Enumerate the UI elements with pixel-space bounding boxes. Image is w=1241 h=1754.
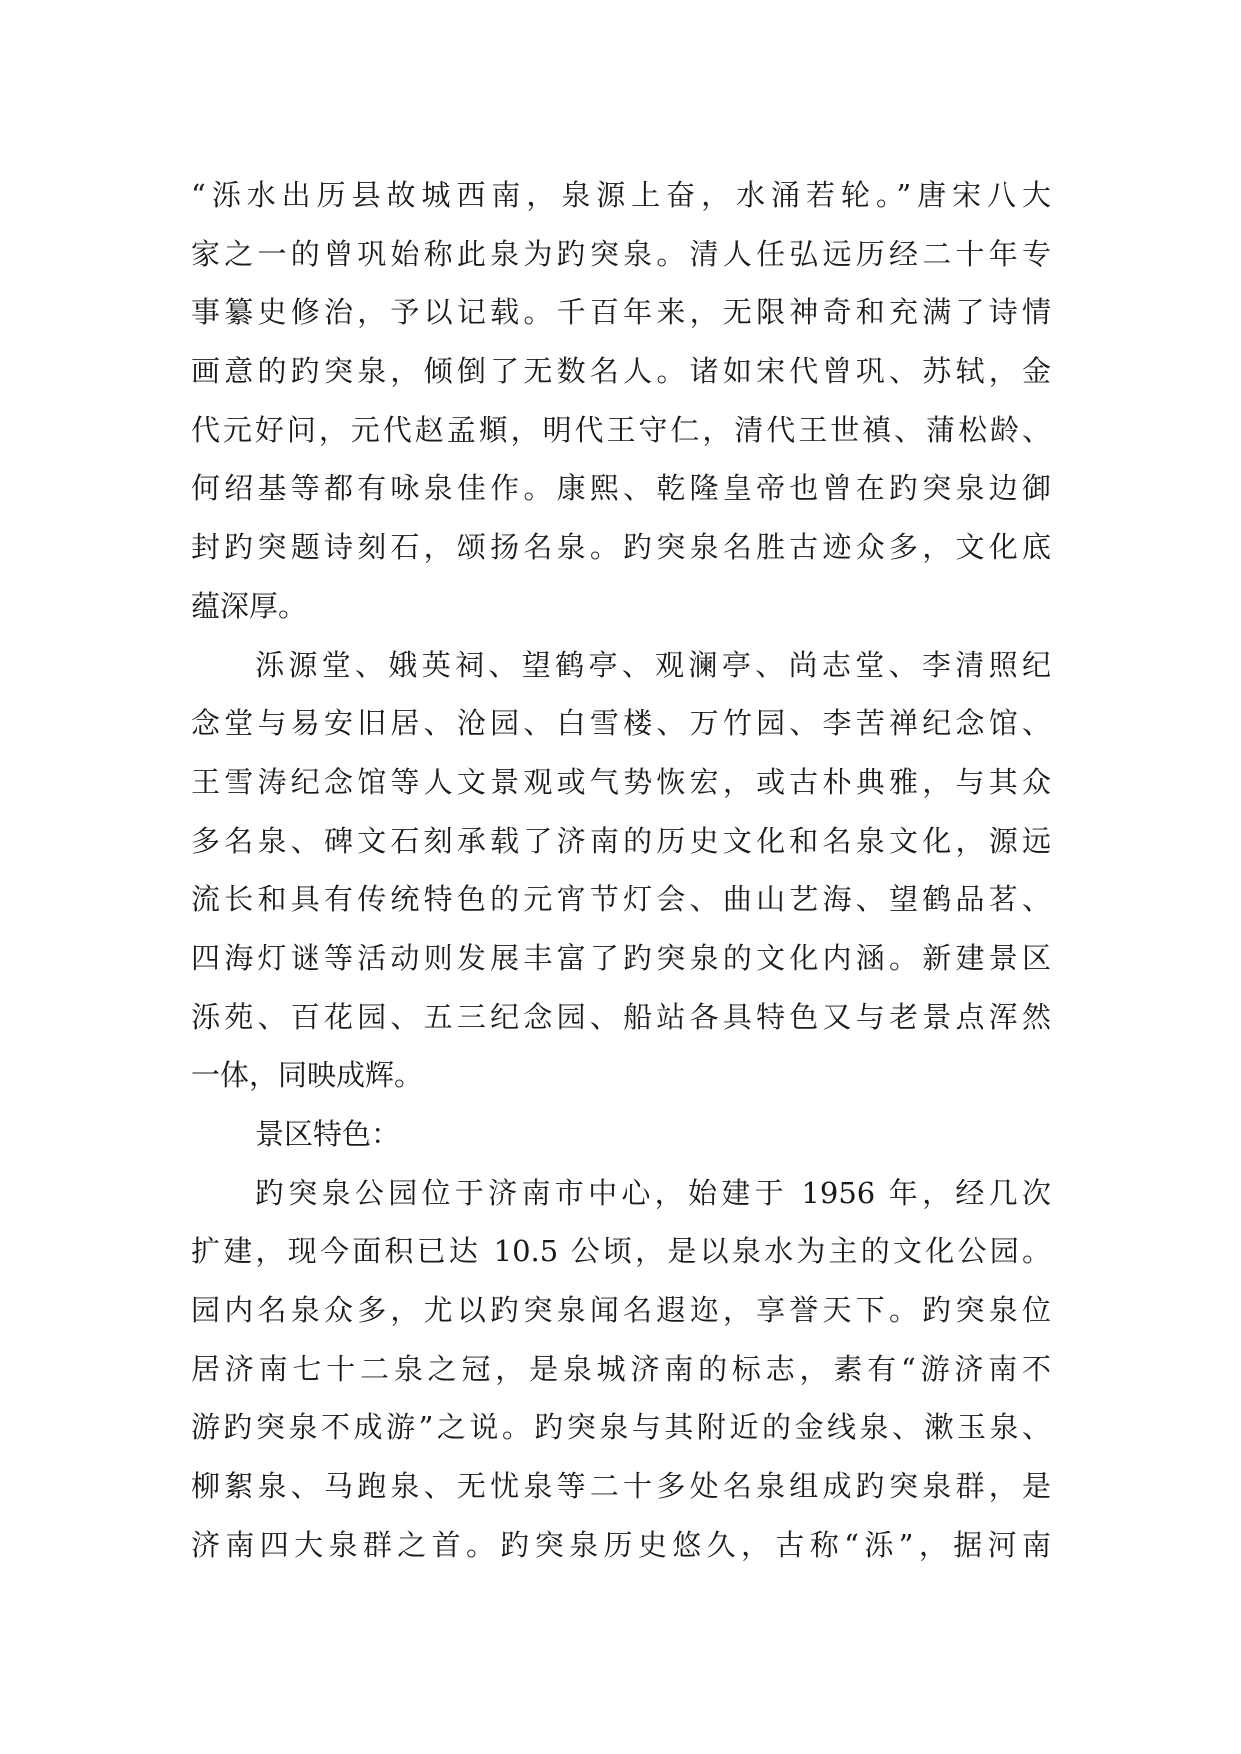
text-line: 家之一的曾巩始称此泉为趵突泉。清人任弘远历经二十年专 xyxy=(191,236,1051,271)
text-line: 一体，同映成辉。 xyxy=(191,1058,424,1093)
text-line: 趵突泉公园位于济南市中心，始建于 1956 年，经几次 xyxy=(255,1175,1051,1210)
text-line: 居济南七十二泉之冠，是泉城济南的标志，素有“游济南不 xyxy=(191,1351,1051,1386)
document-body xyxy=(191,166,1051,1575)
text-line: 事纂史修治，予以记载。千百年来，无限神奇和充满了诗情 xyxy=(191,295,1051,330)
text-line: “泺水出历县故城西南，泉源上奋，水涌若轮。”唐宋八大 xyxy=(191,178,1051,212)
text-line: 景区特色： xyxy=(255,1117,401,1151)
text-line: 泺苑、百花园、五三纪念园、船站各具特色又与老景点浑然 xyxy=(191,999,1051,1034)
text-line: 王雪涛纪念馆等人文景观或气势恢宏，或古朴典雅，与其众 xyxy=(191,764,1051,799)
text-line: 流长和具有传统特色的元宵节灯会、曲山艺海、望鹤品茗、 xyxy=(191,882,1051,917)
text-line: 代元好问，元代赵孟頫，明代王守仁，清代王世禛、蒲松龄、 xyxy=(191,412,1051,447)
text-line: 游趵突泉不成游”之说。趵突泉与其附近的金线泉、漱玉泉、 xyxy=(191,1410,1051,1445)
text-line: 柳絮泉、马跑泉、无忧泉等二十多处名泉组成趵突泉群，是 xyxy=(191,1469,1051,1504)
text-line: 画意的趵突泉，倾倒了无数名人。诸如宋代曾巩、苏轼，金 xyxy=(191,354,1051,389)
text-line: 四海灯谜等活动则发展丰富了趵突泉的文化内涵。新建景区 xyxy=(191,940,1051,975)
text-line: 泺源堂、娥英祠、望鹤亭、观澜亭、尚志堂、李清照纪 xyxy=(255,647,1051,682)
text-line: 园内名泉众多，尤以趵突泉闻名遐迩，享誉天下。趵突泉位 xyxy=(191,1293,1051,1328)
text-line: 封趵突题诗刻石，颂扬名泉。趵突泉名胜古迹众多，文化底 xyxy=(191,530,1051,565)
text-line: 念堂与易安旧居、沧园、白雪楼、万竹园、李苦禅纪念馆、 xyxy=(191,706,1051,741)
text-line: 扩建，现今面积已达 10.5 公顷，是以泉水为主的文化公园。 xyxy=(191,1234,1051,1269)
text-line: 济南四大泉群之首。趵突泉历史悠久，古称“泺”，据河南 xyxy=(191,1527,1051,1562)
text-line: 何绍基等都有咏泉佳作。康熙、乾隆皇帝也曾在趵突泉边御 xyxy=(191,471,1051,506)
text-line: 多名泉、碑文石刻承载了济南的历史文化和名泉文化，源远 xyxy=(191,823,1051,858)
text-line: 蕴深厚。 xyxy=(191,588,308,623)
